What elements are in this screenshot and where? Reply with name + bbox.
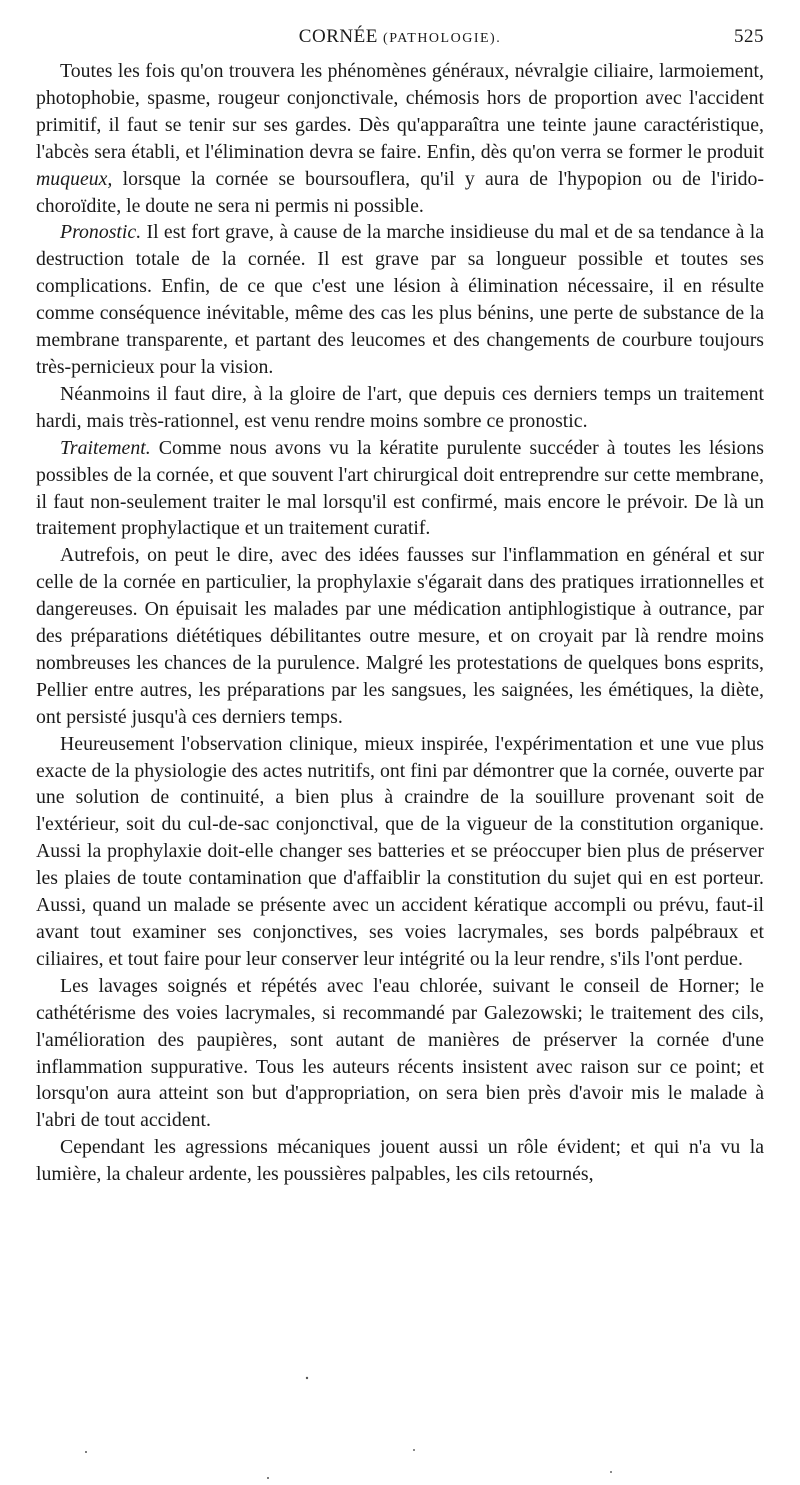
paragraph-text: Il est fort grave, à cause de la marche insidieuse du mal et de sa tendance à la destruction totale de la cornée. Il est grave par sa longueur possible et toutes ses complications. Enfin, de ce que c'est une lésion à élimination nécessaire, il en résulte comme conséquence inévitable, même des cas les plus bénins, une perte de substance de la membrane transparente, et partant des leucomes et des changements de courbure toujours très-pernicieux pour la vision. bbox=[36, 221, 764, 378]
paragraph-text: Toutes les fois qu'on trouvera les phénomènes généraux, névralgie ciliaire, larmoiement, photophobie, spasme, rougeur conjonctivale, chémosis hors de proportion avec l'accident primitif, il faut se tenir sur ses gardes. Dès qu'apparaîtra une teinte jaune caractéristique, l'abcès sera établi, et l'élimination devra se faire. Enfin, dès qu'on verra se former le produit bbox=[36, 60, 764, 163]
paragraph bbox=[36, 973, 764, 1134]
paragraph-text: Comme nous avons vu la kératite purulente succéder à toutes les lésions possibles de la cornée, et que souvent l'art chirurgical doit entreprendre sur cette membrane, il faut non-seulement traiter le mal lorsqu'il est confirmé, mais encore le prévoir. De là un traitement prophylactique et un traitement curatif. bbox=[36, 436, 764, 540]
header-subtitle: (PATHOLOGIE). bbox=[383, 31, 502, 46]
ink-speck bbox=[267, 1477, 269, 1479]
paragraph bbox=[36, 58, 764, 219]
emphasis-word: muqueux, bbox=[36, 167, 113, 190]
paragraph bbox=[36, 381, 764, 435]
paragraph bbox=[36, 1134, 764, 1188]
ink-speck bbox=[413, 1449, 415, 1451]
ink-speck bbox=[85, 1451, 87, 1453]
paragraph-text-cont: lorsque la cornée se boursouflera, qu'il y aura de l'hypopion ou de l'irido-choroïdite, le doute ne sera ni permis ni possible. bbox=[36, 167, 764, 217]
paragraph bbox=[36, 542, 764, 730]
paragraph bbox=[36, 731, 764, 973]
paragraph-pronostic bbox=[36, 219, 764, 380]
header-title bbox=[36, 26, 764, 48]
ink-speck bbox=[306, 1377, 308, 1379]
paragraph-text: Les lavages soignés et répétés avec l'eau chlorée, suivant le conseil de Horner; le cathétérisme des voies lacrymales, si recommandé par Galezowski; le traitement des cils, l'amélioration des paupières, sont autant de manières de préserver la cornée d'une inflammation suppurative. Tous les auteurs récents insistent avec raison sur ce point; et lorsqu'on aura atteint son but d'appropriation, on sera bien près d'avoir mis le malade à l'abri de tout accident. bbox=[36, 974, 764, 1132]
paragraph-text: Néanmoins il faut dire, à la gloire de l'art, que depuis ces derniers temps un traitement hardi, mais très-rationnel, est venu rendre moins sombre ce pronostic. bbox=[36, 382, 764, 432]
header-title-main: CORNÉE bbox=[298, 26, 378, 47]
book-page bbox=[36, 26, 764, 1188]
paragraph-traitement bbox=[36, 435, 764, 543]
section-lead: Traitement. bbox=[60, 436, 151, 459]
paragraph-text: Heureusement l'observation clinique, mieux inspirée, l'expérimentation et une vue plus exacte de la physiologie des actes nutritifs, ont fini par démontrer que la cornée, ouverte par une solution de continuité, a bien plus à craindre de la souillure provenant soit de l'extérieur, soit du cul-de-sac conjonctival, que de la vigueur de la constitution organique. Aussi la prophylaxie doit-elle changer ses batteries et se préoccuper bien plus de préserver les plaies de toute contamination que d'affaiblir la constitution du sujet qui en est porteur. Aussi, quand un malade se présente avec un accident kératique accompli ou prévu, faut-il avant tout examiner ses conjonctives, ses voies lacrymales, ses bords palpébraux et ciliaires, et tout faire pour leur conserver leur intégrité ou la leur rendre, s'ils l'ont perdue. bbox=[36, 732, 764, 970]
page-number: 525 bbox=[734, 26, 764, 47]
section-lead: Pronostic. bbox=[60, 221, 142, 244]
ink-speck bbox=[610, 1471, 612, 1473]
paragraph-text: Autrefois, on peut le dire, avec des idées fausses sur l'inflammation en général et sur celle de la cornée en particulier, la prophylaxie s'égarait dans des pratiques irrationnelles et dangereuses. On épuisait les malades par une médication antiphlogistique à outrance, par des préparations diététiques débilitantes outre mesure, et on croyait par là rendre moins nombreuses les chances de la purulence. Malgré les protestations de quelques bons esprits, Pellier entre autres, les préparations par les sangsues, les saignées, les émétiques, la diète, ont persisté jusqu'à ces derniers temps. bbox=[36, 544, 764, 728]
paragraph-text: Cependant les agressions mécaniques jouent aussi un rôle évident; et qui n'a vu la lumière, la chaleur ardente, les poussières palpables, les cils retournés, bbox=[36, 1136, 764, 1186]
body-text bbox=[36, 58, 764, 1188]
running-header bbox=[36, 26, 764, 58]
